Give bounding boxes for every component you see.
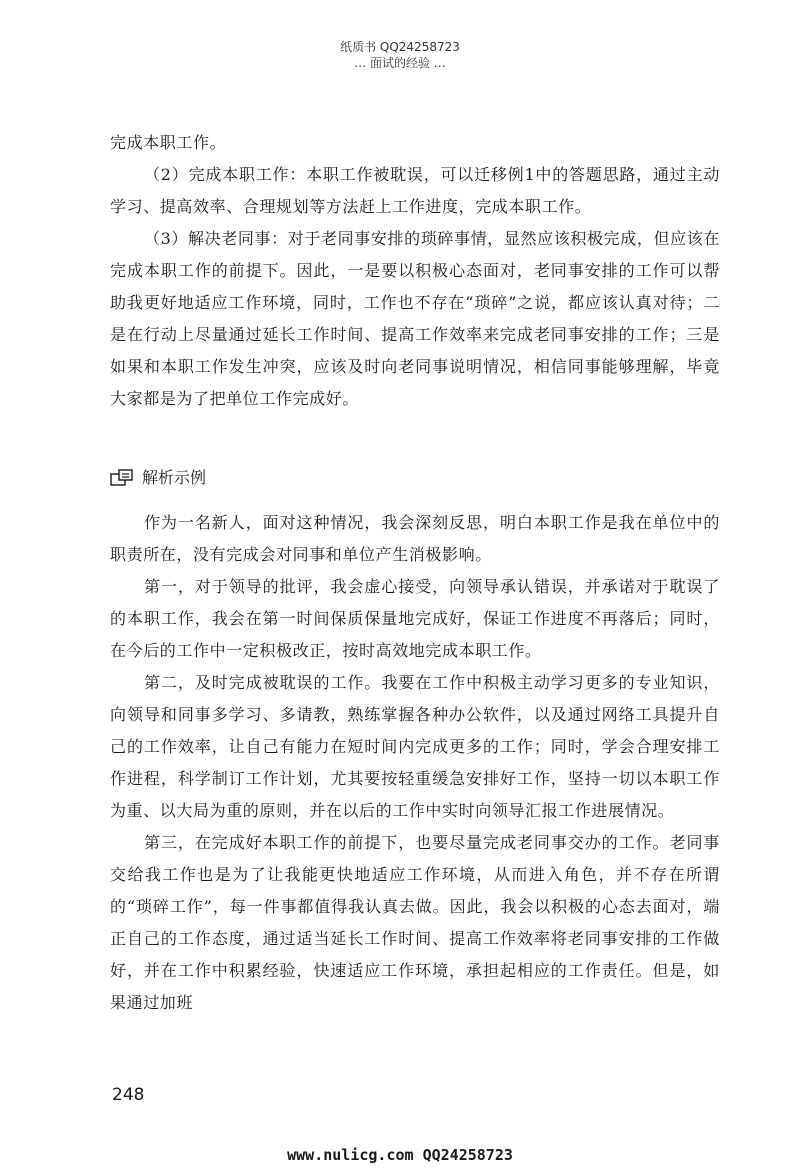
paragraph: 第一，对于领导的批评，我会虚心接受，向领导承认错误，并承诺对于耽误了的本职工作，我会在第一时间保质保量地完成好，保证工作进度不再落后；同时，在今后的工作中一定积极改正，按时高效地完成本职工作。 (110, 577, 720, 660)
lower-text-block (110, 507, 720, 1019)
page-number: 248 (112, 1085, 145, 1105)
paragraph: 第三，在完成好本职工作的前提下，也要尽量完成老同事交办的工作。老同事交给我工作也是为了让我能更快地适应工作环境，从而进入角色，并不存在所谓的“琐碎工作”，每一件事都值得我认真去做。因此，我会以积极的心态去面对，端正自己的工作态度，通过适当延长工作时间、提高工作效率将老同事安排的工作做好，并在工作中积累经验，快速适应工作环境，承担起相应的工作责任。但是，如果通过加班 (110, 833, 720, 1012)
upper-text-block (110, 127, 720, 415)
header-watermark: 纸质书 QQ24258723 (340, 40, 460, 54)
chapter-title: … 面试的经验 … (354, 56, 446, 70)
section-heading (110, 466, 206, 490)
paragraph: 第二，及时完成被耽误的工作。我要在工作中积极主动学习更多的专业知识，向领导和同事多学习、多请教，熟练掌握各种办公软件，以及通过网络工具提升自己的工作效率，让自己有能力在短时间内完成更多的工作；同时，学会合理安排工作进程，科学制订工作计划，尤其要按轻重缓急安排好工作，坚持一切以本职工作为重、以大局为重的原则，并在以后的工作中实时向领导汇报工作进展情况。 (110, 673, 720, 820)
paragraph: （3）解决老同事：对于老同事安排的琐碎事情，显然应该积极完成，但应该在完成本职工作的前提下。因此，一是要以积极心态面对，老同事安排的工作可以帮助我更好地适应工作环境，同时，工作也不存在“琐碎”之说，都应该认真对待；二是在行动上尽量通过延长工作时间、提高工作效率来完成老同事安排的工作；三是如果和本职工作发生冲突，应该及时向老同事说明情况，相信同事能够理解，毕竟大家都是为了把单位工作完成好。 (110, 229, 720, 408)
section-marker-icon (110, 469, 134, 487)
paragraph: 作为一名新人，面对这种情况，我会深刻反思，明白本职工作是我在单位中的职责所在，没有完成会对同事和单位产生消极影响。 (110, 513, 720, 564)
section-title: 解析示例 (142, 468, 207, 487)
footer-url: www.nulicg.com QQ24258723 (287, 1146, 513, 1164)
paragraph: （2）完成本职工作：本职工作被耽误，可以迁移例1中的答题思路，通过主动学习、提高效率、合理规划等方法赶上工作进度，完成本职工作。 (110, 165, 720, 216)
paragraph: 完成本职工作。 (110, 133, 227, 152)
